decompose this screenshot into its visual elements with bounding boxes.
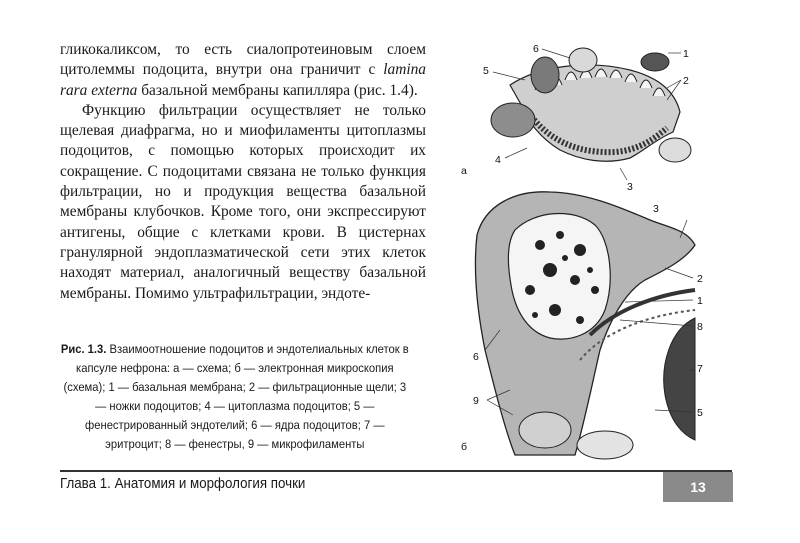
paragraph-2: Функцию фильтрации осуществляет не только щелевая диафрагма, но и миофиламенты цитоплазмы подоцитов, с помощью которых происходит их сокращение. С подоцитами связана не только функция фильтрации, но и продукция вещества базальной мембраны клубочков. Кроме того, они экспрессируют антигены, общие с клетками крови. В цистернах гранулярной эндоплазматической сети этих клеток находят материал, аналогичный веществу базальной мембраны. Помимо ультрафильтрации, эндоте- bbox=[60, 101, 426, 302]
figure-a-illustration bbox=[461, 43, 691, 193]
chapter-title: Глава 1. Анатомия и морфология почки bbox=[60, 476, 306, 492]
svg-text:6: 6 bbox=[473, 351, 479, 363]
svg-text:8: 8 bbox=[697, 321, 703, 333]
svg-text:1: 1 bbox=[697, 295, 703, 307]
figure-caption bbox=[60, 340, 410, 454]
page-number: 13 bbox=[663, 472, 733, 502]
svg-text:2: 2 bbox=[683, 75, 689, 87]
svg-text:6: 6 bbox=[533, 43, 539, 55]
caption-label: Рис. 1.3. bbox=[60, 342, 107, 356]
svg-text:4: 4 bbox=[495, 154, 501, 166]
svg-text:б: б bbox=[461, 441, 468, 453]
footer-divider bbox=[60, 470, 732, 472]
svg-text:7: 7 bbox=[697, 363, 703, 375]
svg-text:1: 1 bbox=[683, 48, 689, 60]
svg-text:3: 3 bbox=[627, 181, 633, 193]
svg-text:3: 3 bbox=[653, 203, 659, 215]
caption-text: Взаимоотношение подоцитов и эндотелиальных клеток в капсуле нефрона: а — схема; б — электронная микроскопия (схема); 1 — базальная мембрана; 2 — фильтрационные щели; 3 — ножки подоцитов; 4 — цитоплазма подоцитов; 5 — фенестрированный эндотелий; 6 — ядра подоцитов; 7 — эритроцит; 8 — фенестры, 9 — микрофиламенты bbox=[63, 342, 409, 451]
figure-b-illustration bbox=[461, 192, 703, 459]
svg-text:2: 2 bbox=[697, 273, 703, 285]
figure-podocytes bbox=[455, 30, 735, 470]
svg-text:5: 5 bbox=[697, 407, 703, 419]
paragraph-1: гликокаликсом, то есть сиалопротеиновым слоем цитолеммы подоцита, внутри она граничит с lamina rara externa базальной мембраны капилляра (рис. 1.4). bbox=[60, 41, 426, 99]
svg-text:9: 9 bbox=[473, 395, 479, 407]
svg-text:5: 5 bbox=[483, 65, 489, 77]
svg-text:а: а bbox=[461, 165, 467, 177]
body-text bbox=[60, 40, 426, 304]
